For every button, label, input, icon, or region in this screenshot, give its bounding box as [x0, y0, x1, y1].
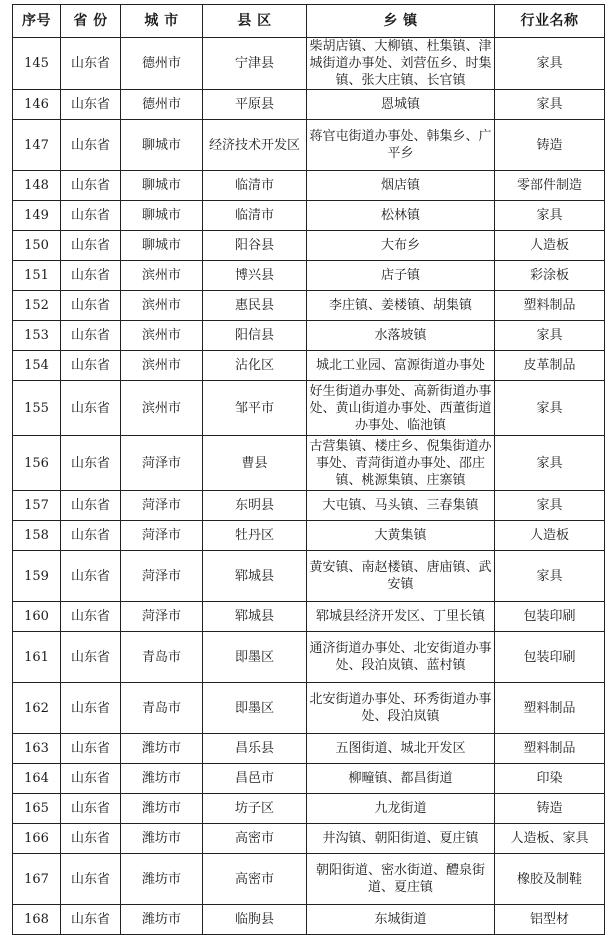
cell-county: 惠民县 [203, 291, 307, 321]
cell-industry: 家具 [495, 90, 605, 120]
cell-industry: 包装印刷 [495, 632, 605, 683]
cell-no: 163 [13, 734, 61, 764]
table-row [13, 764, 605, 794]
header-no: 序号 [13, 5, 61, 38]
table-header [13, 5, 605, 38]
cell-province: 山东省 [61, 231, 121, 261]
cell-county: 昌邑市 [203, 764, 307, 794]
cell-industry: 印染 [495, 764, 605, 794]
cell-no: 147 [13, 120, 61, 171]
cell-county: 东明县 [203, 491, 307, 521]
table-row [13, 90, 605, 120]
cell-town: 蒋官屯街道办事处、韩集乡、广平乡 [307, 120, 495, 171]
cell-province: 山东省 [61, 90, 121, 120]
cell-industry: 家具 [495, 38, 605, 90]
cell-industry: 塑料制品 [495, 734, 605, 764]
cell-town: 大屯镇、马头镇、三春集镇 [307, 491, 495, 521]
cell-county: 临清市 [203, 171, 307, 201]
header-city: 城 市 [121, 5, 203, 38]
cell-no: 154 [13, 351, 61, 381]
cell-no: 158 [13, 521, 61, 551]
cell-industry: 家具 [495, 321, 605, 351]
cell-city: 滨州市 [121, 291, 203, 321]
cell-town: 恩城镇 [307, 90, 495, 120]
cell-city: 青岛市 [121, 632, 203, 683]
cell-industry: 家具 [495, 201, 605, 231]
cell-industry: 皮革制品 [495, 351, 605, 381]
cell-industry: 人造板 [495, 521, 605, 551]
cell-province: 山东省 [61, 491, 121, 521]
cell-province: 山东省 [61, 261, 121, 291]
cell-county: 阳谷县 [203, 231, 307, 261]
cell-province: 山东省 [61, 120, 121, 171]
cell-town: 柳疃镇、都昌街道 [307, 764, 495, 794]
table-row [13, 824, 605, 854]
cell-no: 153 [13, 321, 61, 351]
cell-industry: 人造板 [495, 231, 605, 261]
table-row [13, 794, 605, 824]
cell-town: 五图街道、城北开发区 [307, 734, 495, 764]
cell-industry: 铸造 [495, 794, 605, 824]
header-county: 县 区 [203, 5, 307, 38]
cell-town: 大黄集镇 [307, 521, 495, 551]
cell-province: 山东省 [61, 632, 121, 683]
cell-city: 滨州市 [121, 261, 203, 291]
cell-no: 148 [13, 171, 61, 201]
cell-town: 水落坡镇 [307, 321, 495, 351]
cell-province: 山东省 [61, 201, 121, 231]
cell-town: 松林镇 [307, 201, 495, 231]
cell-no: 168 [13, 905, 61, 935]
cell-city: 潍坊市 [121, 905, 203, 935]
cell-province: 山东省 [61, 764, 121, 794]
cell-industry: 家具 [495, 491, 605, 521]
table-row [13, 632, 605, 683]
cell-industry: 铸造 [495, 120, 605, 171]
cell-city: 德州市 [121, 90, 203, 120]
cell-county: 邹平市 [203, 381, 307, 436]
cell-industry: 包装印刷 [495, 602, 605, 632]
cell-town: 东城街道 [307, 905, 495, 935]
cell-industry: 橡胶及制鞋 [495, 854, 605, 905]
cell-province: 山东省 [61, 38, 121, 90]
cell-town: 古营集镇、楼庄乡、倪集街道办事处、青菏街道办事处、邵庄镇、桃源集镇、庄寨镇 [307, 436, 495, 491]
table-row [13, 201, 605, 231]
cell-city: 聊城市 [121, 120, 203, 171]
cell-town: 烟店镇 [307, 171, 495, 201]
cell-no: 166 [13, 824, 61, 854]
cell-city: 青岛市 [121, 683, 203, 734]
cell-city: 聊城市 [121, 201, 203, 231]
cell-no: 162 [13, 683, 61, 734]
table-row [13, 436, 605, 491]
cell-county: 曹县 [203, 436, 307, 491]
table-row [13, 231, 605, 261]
cell-town: 郓城县经济开发区、丁里长镇 [307, 602, 495, 632]
cell-city: 菏泽市 [121, 602, 203, 632]
cell-county: 坊子区 [203, 794, 307, 824]
cell-industry: 铝型材 [495, 905, 605, 935]
cell-town: 城北工业园、富源街道办事处 [307, 351, 495, 381]
cell-province: 山东省 [61, 321, 121, 351]
cell-industry: 零部件制造 [495, 171, 605, 201]
cell-city: 滨州市 [121, 381, 203, 436]
cell-town: 北安街道办事处、环秀街道办事处、段泊岚镇 [307, 683, 495, 734]
cell-city: 菏泽市 [121, 551, 203, 602]
cell-province: 山东省 [61, 824, 121, 854]
table-row [13, 683, 605, 734]
cell-city: 菏泽市 [121, 436, 203, 491]
cell-province: 山东省 [61, 436, 121, 491]
cell-city: 潍坊市 [121, 824, 203, 854]
cell-city: 菏泽市 [121, 521, 203, 551]
cell-town: 李庄镇、姜楼镇、胡集镇 [307, 291, 495, 321]
cell-city: 潍坊市 [121, 854, 203, 905]
cell-town: 井沟镇、朝阳街道、夏庄镇 [307, 824, 495, 854]
cell-town: 黄安镇、南赵楼镇、唐庙镇、武安镇 [307, 551, 495, 602]
cell-no: 156 [13, 436, 61, 491]
cell-city: 滨州市 [121, 351, 203, 381]
table-row [13, 321, 605, 351]
table-row [13, 381, 605, 436]
cell-no: 145 [13, 38, 61, 90]
cell-province: 山东省 [61, 291, 121, 321]
cell-county: 郓城县 [203, 551, 307, 602]
cell-county: 即墨区 [203, 683, 307, 734]
cell-no: 164 [13, 764, 61, 794]
cell-no: 155 [13, 381, 61, 436]
cell-no: 161 [13, 632, 61, 683]
cell-city: 滨州市 [121, 321, 203, 351]
cell-industry: 家具 [495, 551, 605, 602]
page [12, 4, 604, 935]
cell-county: 博兴县 [203, 261, 307, 291]
cell-province: 山东省 [61, 381, 121, 436]
cell-industry: 塑料制品 [495, 291, 605, 321]
header-province: 省 份 [61, 5, 121, 38]
table-row [13, 261, 605, 291]
table-row [13, 491, 605, 521]
cell-province: 山东省 [61, 602, 121, 632]
cell-county: 昌乐县 [203, 734, 307, 764]
cell-no: 165 [13, 794, 61, 824]
table-row [13, 602, 605, 632]
cell-industry: 家具 [495, 436, 605, 491]
cell-county: 高密市 [203, 854, 307, 905]
header-industry: 行业名称 [495, 5, 605, 38]
cell-county: 牡丹区 [203, 521, 307, 551]
table-row [13, 171, 605, 201]
cell-province: 山东省 [61, 734, 121, 764]
cell-county: 郓城县 [203, 602, 307, 632]
cell-city: 菏泽市 [121, 491, 203, 521]
cell-province: 山东省 [61, 854, 121, 905]
cell-no: 152 [13, 291, 61, 321]
cell-province: 山东省 [61, 171, 121, 201]
cell-county: 阳信县 [203, 321, 307, 351]
cell-town: 朝阳街道、密水街道、醴泉街道、夏庄镇 [307, 854, 495, 905]
cell-county: 经济技术开发区 [203, 120, 307, 171]
cell-province: 山东省 [61, 905, 121, 935]
header-row [13, 5, 605, 38]
cell-province: 山东省 [61, 794, 121, 824]
cell-county: 临朐县 [203, 905, 307, 935]
cell-no: 160 [13, 602, 61, 632]
cell-city: 聊城市 [121, 171, 203, 201]
cell-town: 店子镇 [307, 261, 495, 291]
cell-no: 151 [13, 261, 61, 291]
cell-industry: 人造板、家具 [495, 824, 605, 854]
cell-city: 潍坊市 [121, 734, 203, 764]
cell-province: 山东省 [61, 551, 121, 602]
cell-no: 146 [13, 90, 61, 120]
cell-county: 临清市 [203, 201, 307, 231]
cell-county: 沾化区 [203, 351, 307, 381]
cell-no: 157 [13, 491, 61, 521]
cell-city: 潍坊市 [121, 764, 203, 794]
cell-industry: 彩涂板 [495, 261, 605, 291]
cell-no: 159 [13, 551, 61, 602]
cell-industry: 家具 [495, 381, 605, 436]
cell-town: 通济街道办事处、北安街道办事处、段泊岚镇、蓝村镇 [307, 632, 495, 683]
table-row [13, 734, 605, 764]
cell-county: 高密市 [203, 824, 307, 854]
cell-county: 平原县 [203, 90, 307, 120]
cell-town: 九龙街道 [307, 794, 495, 824]
table-row [13, 854, 605, 905]
cell-no: 149 [13, 201, 61, 231]
table-row [13, 38, 605, 90]
cell-town: 大布乡 [307, 231, 495, 261]
cell-province: 山东省 [61, 351, 121, 381]
header-town: 乡 镇 [307, 5, 495, 38]
cell-county: 宁津县 [203, 38, 307, 90]
cell-city: 潍坊市 [121, 794, 203, 824]
cell-county: 即墨区 [203, 632, 307, 683]
cell-no: 167 [13, 854, 61, 905]
cell-town: 好生街道办事处、高新街道办事处、黄山街道办事处、西董街道办事处、临池镇 [307, 381, 495, 436]
cell-province: 山东省 [61, 521, 121, 551]
cell-city: 聊城市 [121, 231, 203, 261]
table-row [13, 351, 605, 381]
cell-city: 德州市 [121, 38, 203, 90]
table-row [13, 120, 605, 171]
cell-town: 柴胡店镇、大柳镇、杜集镇、津城街道办事处、刘营伍乡、时集镇、张大庄镇、长官镇 [307, 38, 495, 90]
table-row [13, 521, 605, 551]
table-row [13, 291, 605, 321]
cell-province: 山东省 [61, 683, 121, 734]
table-row [13, 551, 605, 602]
town-industry-table [12, 4, 605, 935]
cell-no: 150 [13, 231, 61, 261]
table-body [13, 38, 605, 935]
cell-industry: 塑料制品 [495, 683, 605, 734]
table-row [13, 905, 605, 935]
